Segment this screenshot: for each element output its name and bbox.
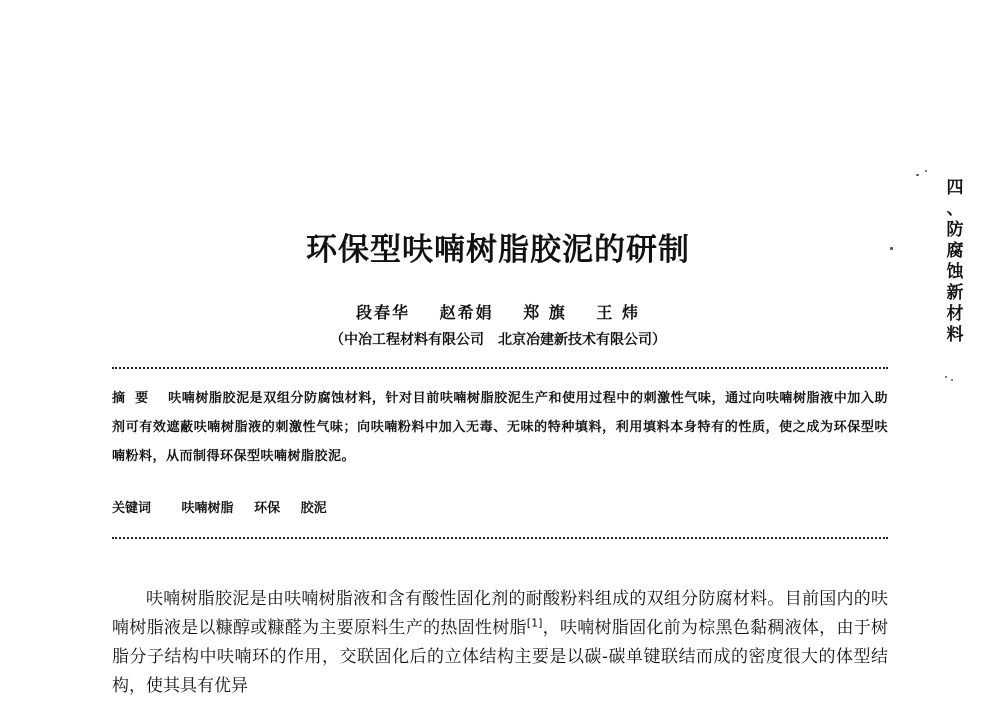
keywords-label: 关键词: [112, 501, 152, 516]
paragraph-text: ，呋喃树脂固化前为棕黑色黏稠液体，由于树脂分子结构中呋喃环的作用，交联固化后的立体结构主要是以碳-碳单键联结而成的密度很大的体型结构，使其具有优异: [112, 618, 889, 696]
side-label-char: 蚀: [946, 262, 964, 282]
author-name: 王 炜: [596, 303, 640, 322]
keyword: 胶泥: [300, 501, 327, 516]
author-name: 郑 旗: [523, 303, 567, 322]
author-list: [0, 300, 996, 323]
keyword: 呋喃树脂: [181, 501, 234, 516]
body-paragraph: [112, 585, 888, 701]
side-label-char: 防: [946, 220, 964, 240]
dotted-divider-top: [112, 367, 888, 369]
paper-title: 环保型呋喃树脂胶泥的研制: [306, 232, 690, 268]
side-label-char: 腐: [946, 241, 964, 261]
side-label-char: 、: [946, 199, 964, 219]
side-label-char: 新: [946, 283, 964, 303]
paragraph: [112, 585, 888, 701]
scan-speck: [925, 170, 927, 172]
keywords-block: [112, 497, 888, 516]
side-label-char: 料: [946, 325, 964, 345]
paragraph-text: 呋喃树脂胶泥是由呋喃树脂液和含有酸性固化剂的耐酸粉料组成的双组分防腐材料。目前国内的呋喃树脂液是以糠醇或糠醛为主要原料生产的热固性树脂: [112, 589, 888, 638]
abstract-block: [112, 384, 888, 471]
scan-speck: [951, 379, 953, 381]
author-name: 段春华: [356, 303, 411, 322]
author-name: 赵希娟: [439, 303, 494, 322]
side-label-char: 材: [946, 304, 964, 324]
abstract-text: 呋喃树脂胶泥是双组分防腐蚀材料，针对目前呋喃树脂胶泥生产和使用过程中的刺激性气味，通过向呋喃树脂液中加入助剂可有效遮蔽呋喃树脂液的刺激性气味；向呋喃粉料中加入无毒、无味的特种填料，利用填料本身特有的性质，使之成为环保型呋喃粉料，从而制得环保型呋喃树脂胶泥。: [112, 391, 888, 464]
author-affiliation: （中冶工程材料有限公司 北京冶建新技术有限公司）: [330, 332, 666, 348]
keyword: 环保: [254, 501, 281, 516]
scan-speck: [945, 376, 947, 378]
side-label-char: 四: [946, 178, 964, 198]
dotted-divider-bottom: [112, 537, 888, 539]
reference-marker: [1]: [526, 616, 543, 630]
scan-speck: [916, 174, 919, 176]
abstract-label: 摘要: [112, 391, 159, 406]
